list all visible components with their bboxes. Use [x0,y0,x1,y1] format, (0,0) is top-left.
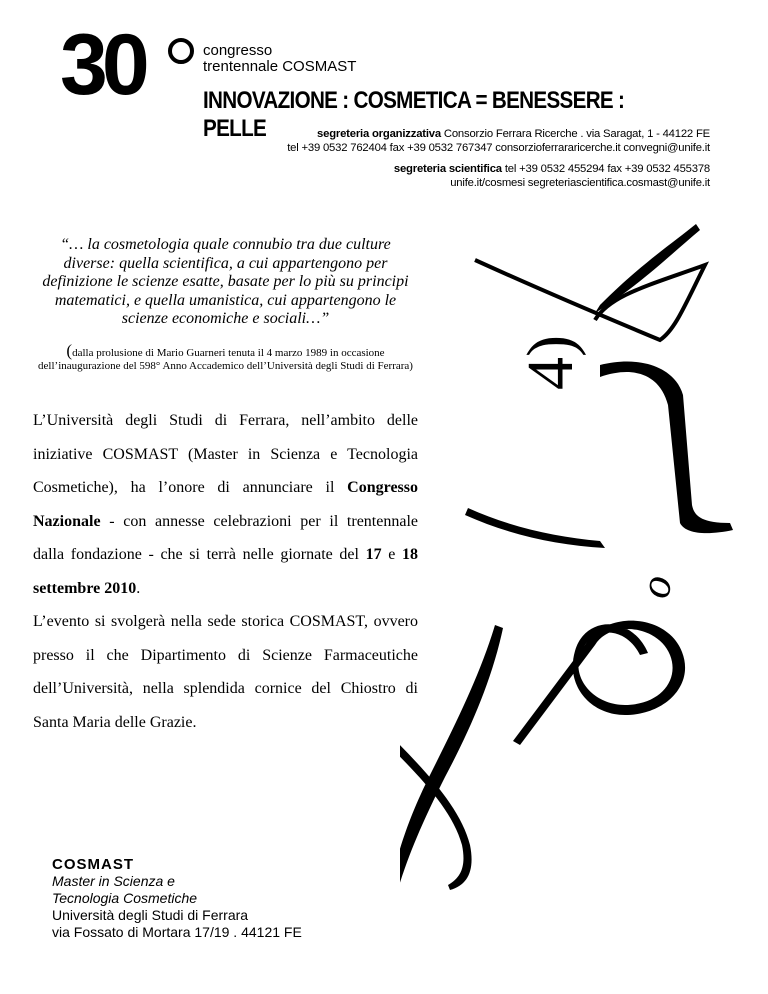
announcement-paragraph-1: L’Università degli Studi di Ferrara, nell’ambito delle iniziative COSMAST (Master in Scienza e Tecnologia Cosmetiche), ha l’onore di annunciare il Congresso Nazionale - con annesse celebrazioni per il trentennale dalla fondazione - che si terrà nelle giornate del 17 e 18 settembre 2010. [33,412,418,597]
congress-label: congresso [203,42,273,59]
brush-stroke-one-base [465,508,605,548]
glyph-two [513,621,685,745]
quote: “… la cosmetologia quale connubio tra due culture diverse: quella scientifica, a cui appartengono per definizione le scienze esatte, basate per lo più su principi matematici, e quella umanistica, cui appartengono le scienze economiche e sociali…” [42,236,409,327]
glyph-ol: o [629,571,682,602]
org-secretariat-line1: segreteria organizzativa Consorzio Ferrara Ricerche . via Saragat, 1 - 44122 FE [317,128,710,140]
footer-line3: Università degli Studi di Ferrara [52,907,249,923]
announcement-text [33,404,418,739]
footer-address [52,856,302,941]
org-secretariat-line2: tel +39 0532 762404 fax +39 0532 767347 consorzioferrararicerche.it convegni@unife.it [287,142,710,154]
brush-stroke-one [600,362,733,534]
footer-line2: Tecnologia Cosmetiche [52,890,198,906]
footer-brand: COSMAST [52,856,134,873]
quote-source: (dalla prolusione di Mario Guarneri tenuta il 4 marzo 1989 in occasione dell’inaugurazione del 598° Anno Accademico dell’Università degli Studi di Ferrara) [38,341,413,372]
tagline: INNOVAZIONE : COSMETICA = BENESSERE : PELLE [203,87,625,142]
brush-stroke-long [400,625,503,889]
congress-number: 30 [60,17,144,113]
footer-line4: via Fossato di Mortara 17/19 . 44121 FE [52,924,302,940]
degree-sign [168,38,194,64]
calligraphic-decoration [400,205,760,895]
brush-stroke-sweep [400,725,472,890]
brush-stroke-top [475,260,705,340]
congress-subtitle: trentennale COSMAST [203,58,357,75]
announcement-paragraph-2: L’evento si svolgerà nella sede storica COSMAST, ovvero presso il che Dipartimento di Scienze Farmaceutiche dell’Università, nella splendida cornice del Chiostro di Santa Maria delle Grazie. [33,613,418,731]
footer-line1: Master in Scienza e [52,873,175,889]
sci-secretariat-line1: segreteria scientifica tel +39 0532 455294 fax +39 0532 455378 [393,163,710,175]
sci-secretariat-line2: unife.it/cosmesi segreteriascientifica.cosmast@unife.it [450,177,710,189]
glyph-41: 4) [514,335,587,390]
brush-stroke-top-tail [595,224,700,313]
